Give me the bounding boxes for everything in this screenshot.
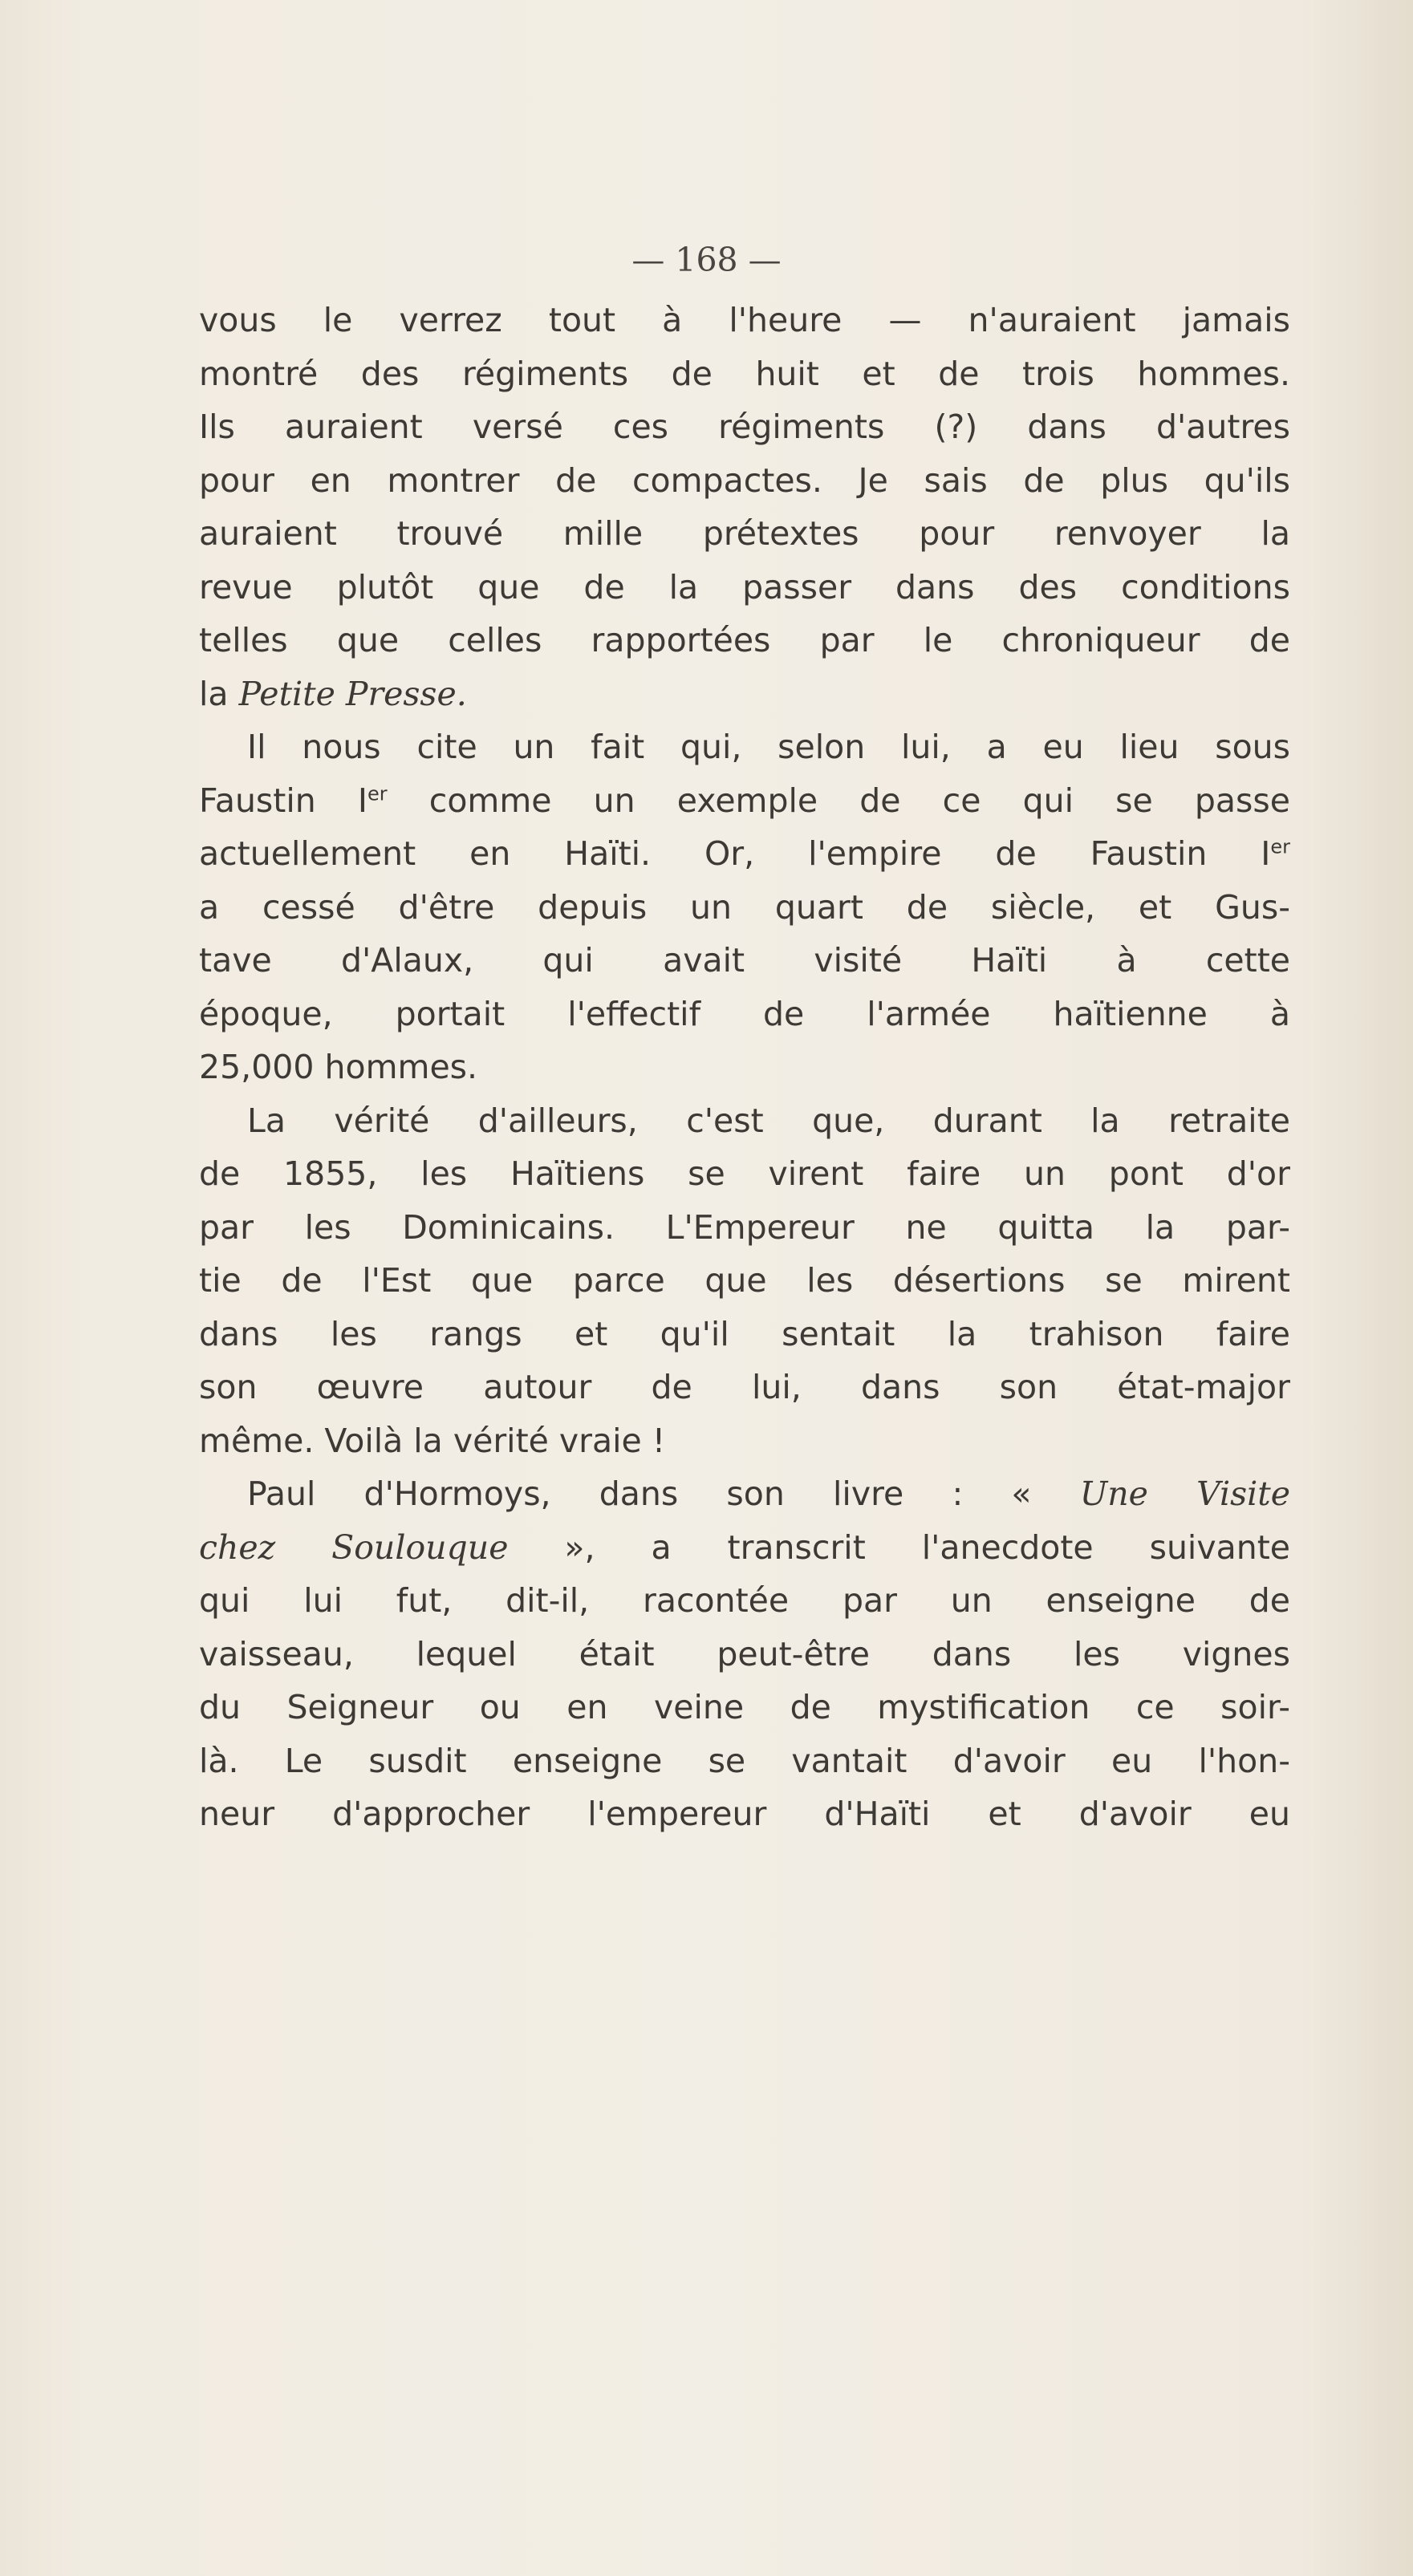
text-line: neur d'approcher l'empereur d'Haïti et d'avoir eu [199,1795,1290,1833]
text-line: tave d'Alaux, qui avait visité Haïti à cette [199,941,1290,980]
text-line [199,827,1290,881]
italic-title: Une Visite [1079,1475,1290,1513]
text-line: Il nous cite un fait qui, selon lui, a eu lieu sous [247,728,1290,766]
text-line: qui lui fut, dit-il, racontée par un enseigne de [199,1581,1290,1620]
text-fragment: Faustin I [199,781,367,820]
text-line: par les Dominicains. L'Empereur ne quitta la par- [199,1207,1290,1247]
text-line: même. Voilà la vérité vraie ! [199,1421,666,1460]
text-line: a cessé d'être depuis un quart de siècle, et Gus- [199,887,1290,927]
text-line: dans les rangs et qu'il sentait la trahison faire [199,1314,1290,1353]
text-line: revue plutôt que de la passer dans des conditions [199,567,1290,606]
text-line: époque, portait l'effectif de l'armée haïtienne à [199,994,1290,1033]
text-line [199,1521,1290,1575]
text-line [199,667,1290,721]
text-fragment: la [199,674,239,713]
text-line: auraient trouvé mille prétextes pour renvoyer la [199,514,1290,553]
text-line: vous le verrez tout à l'heure — n'auraient jamais [199,301,1290,339]
text-line: Ils auraient versé ces régiments (?) dans d'autres [199,408,1290,446]
text-line: montré des régiments de huit et de trois hommes. [199,354,1290,393]
superscript: er [1270,835,1290,858]
text-line: telles que celles rapportées par le chroniqueur de [199,621,1290,659]
text-line [199,774,1290,828]
page-number: — 168 — [631,241,782,279]
text-fragment: Paul d'Hormoys, dans son livre : « [247,1475,1080,1513]
text-fragment: comme un exemple de ce qui se passe [387,781,1290,820]
text-line: du Seigneur ou en veine de mystification ce soir- [199,1688,1290,1726]
text-line: son œuvre autour de lui, dans son état-major [199,1368,1290,1406]
text-line: là. Le susdit enseigne se vantait d'avoir eu l'hon- [199,1741,1290,1780]
text-line [199,1467,1290,1521]
text-line: 25,000 hommes. [199,1048,478,1086]
italic-title: Petite Presse. [238,674,467,713]
text-line: tie de l'Est que parce que les désertions se mirent [199,1261,1290,1300]
text-line: de 1855, les Haïtiens se virent faire un pont d'or [199,1154,1290,1193]
text-line: vaisseau, lequel était peut-être dans les vignes [199,1634,1290,1673]
text-line: La vérité d'ailleurs, c'est que, durant la retraite [247,1101,1290,1140]
superscript: er [367,781,388,805]
text-fragment: actuellement en Haïti. Or, l'empire de Faustin I [199,834,1271,873]
text-line: pour en montrer de compactes. Je sais de plus qu'ils [199,460,1290,500]
text-fragment: », a transcrit l'anecdote suivante [508,1527,1290,1567]
italic-title: chez Soulouque [199,1527,509,1567]
body-text [199,294,1290,1841]
